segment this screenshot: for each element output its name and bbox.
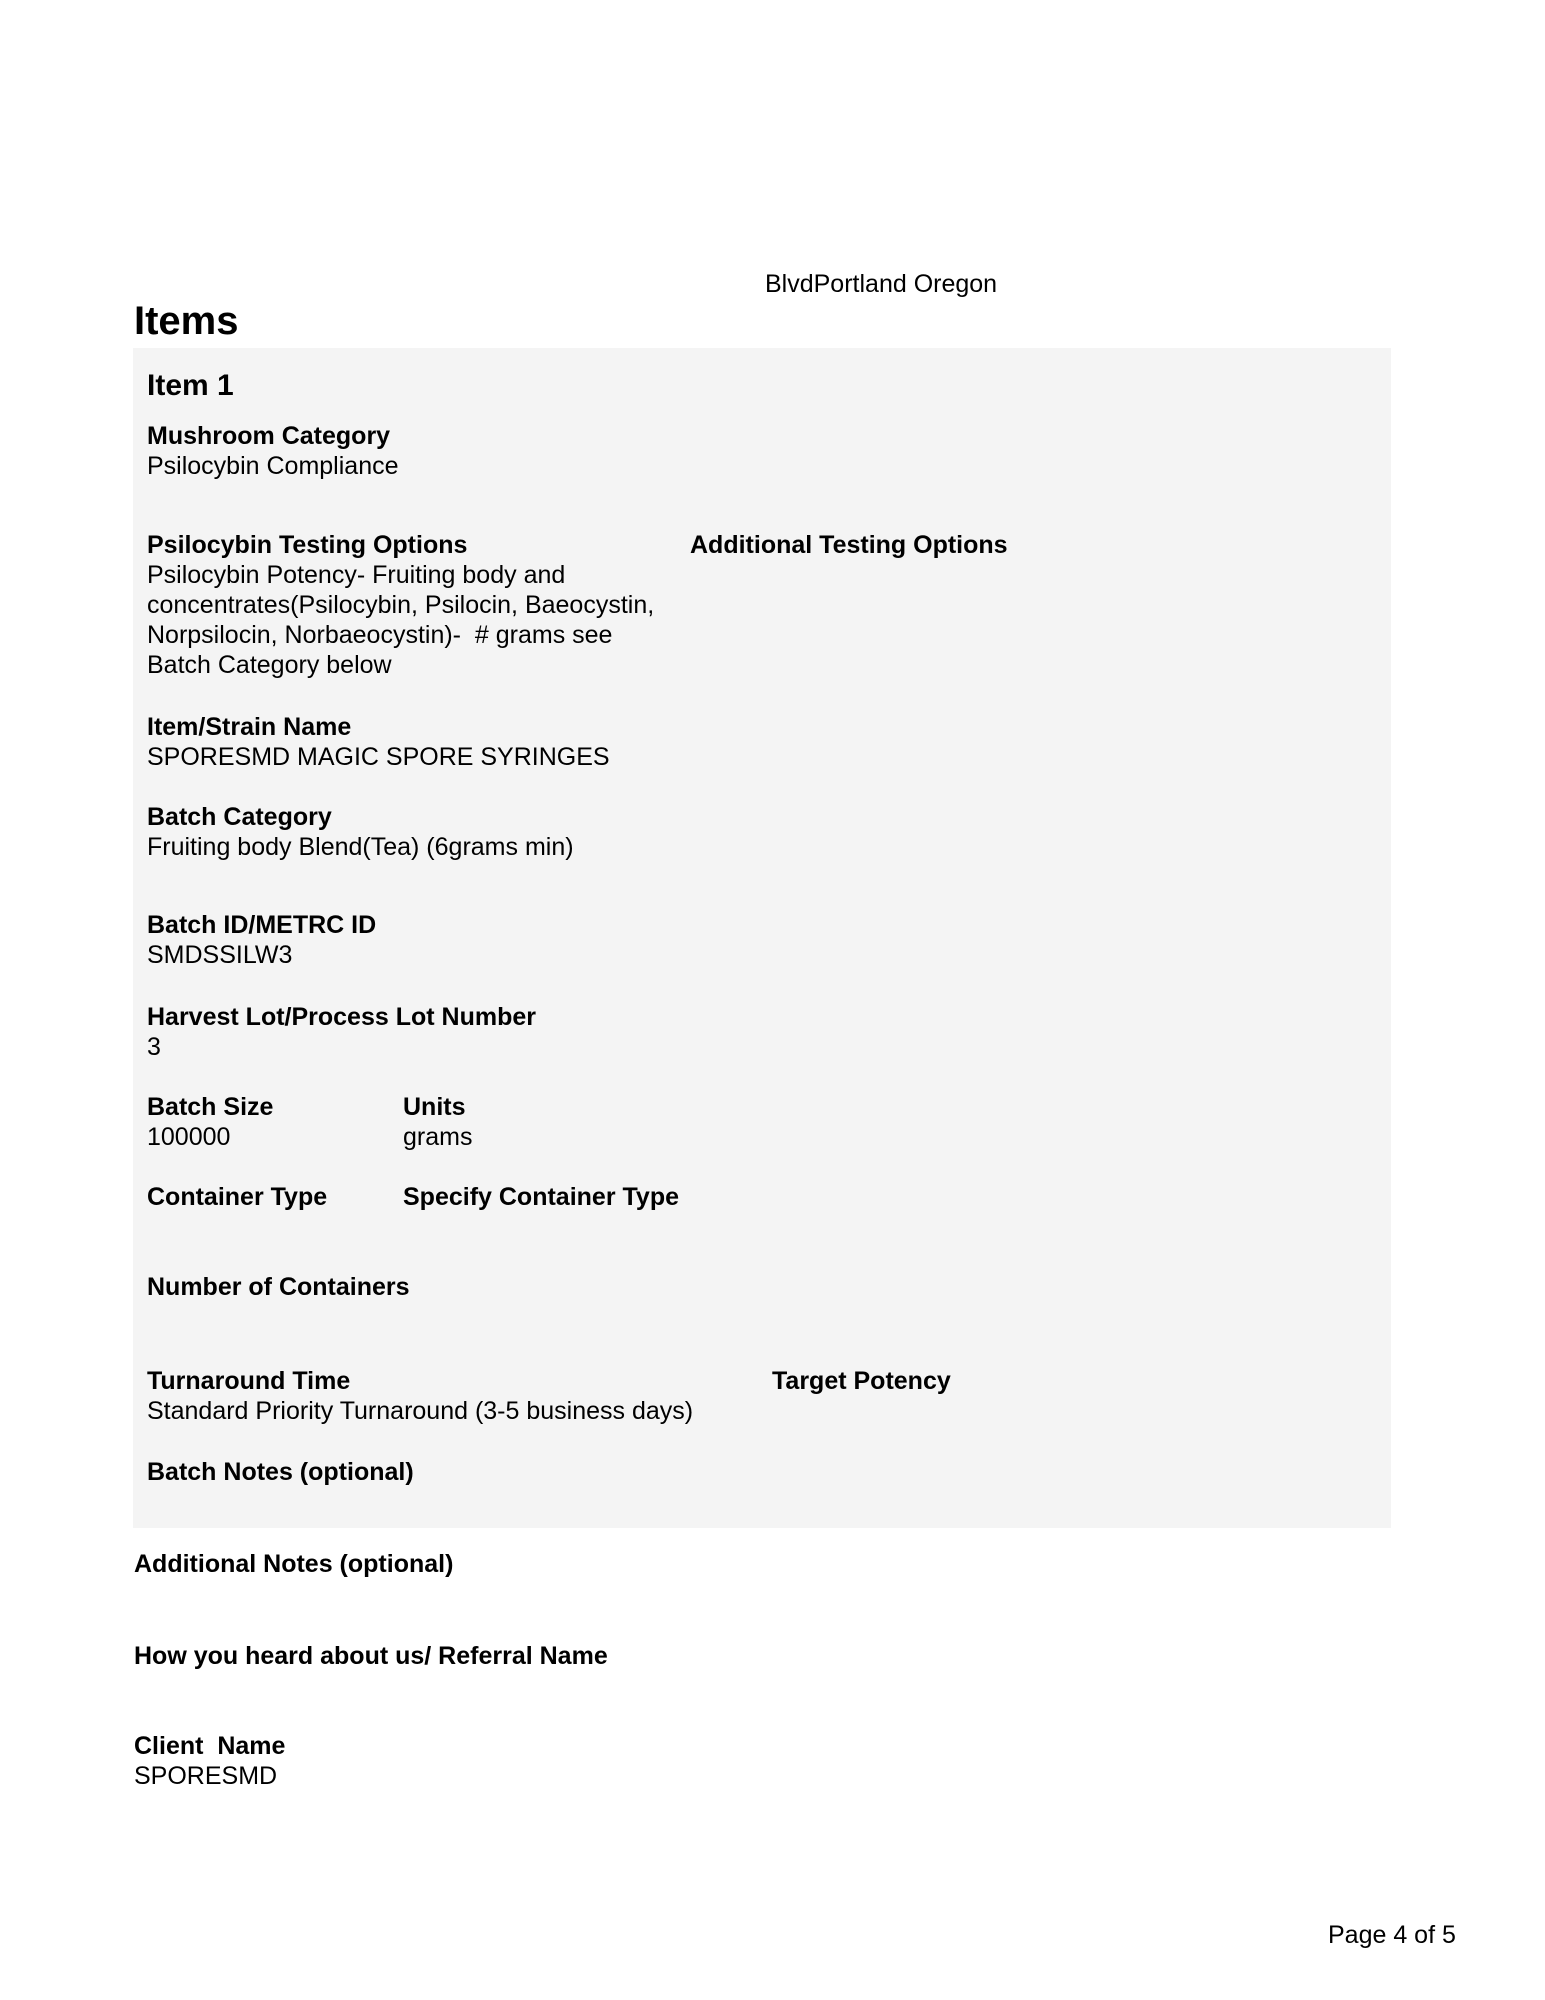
field-batch-size [147, 1092, 387, 1152]
referral-label: How you heard about us/ Referral Name [134, 1642, 608, 1670]
field-container-type [147, 1182, 387, 1212]
item-strain-name-value: SPORESMD MAGIC SPORE SYRINGES [147, 743, 610, 771]
harvest-lot-value: 3 [147, 1033, 161, 1061]
turnaround-time-label: Turnaround Time [147, 1367, 351, 1395]
batch-size-value: 100000 [147, 1123, 231, 1151]
field-batch-category [147, 802, 787, 862]
batch-category-value: Fruiting body Blend(Tea) (6grams min) [147, 833, 574, 861]
units-value: grams [403, 1123, 473, 1151]
number-of-containers-label: Number of Containers [147, 1273, 410, 1301]
field-mushroom-category [147, 421, 747, 481]
field-additional-notes [134, 1549, 834, 1579]
field-referral [134, 1641, 834, 1671]
batch-notes-label: Batch Notes (optional) [147, 1458, 414, 1486]
field-turnaround-time [147, 1366, 747, 1426]
field-client-name [134, 1731, 634, 1791]
field-additional-testing-options [690, 530, 1330, 560]
page-number-indicator: Page 4 of 5 [1328, 1921, 1456, 1949]
item-strain-name-label: Item/Strain Name [147, 713, 352, 741]
units-label: Units [403, 1093, 466, 1121]
psilocybin-testing-options-value: Psilocybin Potency- Fruiting body and concentrates(Psilocybin, Psilocin, Baeocystin, Norpsilocin, Norbaeocystin)- # grams see Batch Category below [147, 561, 662, 679]
batch-id-metrc-id-value: SMDSSILW3 [147, 941, 293, 969]
field-harvest-lot-process-lot-number [147, 1002, 787, 1062]
additional-testing-options-label: Additional Testing Options [690, 531, 1008, 559]
mushroom-category-value: Psilocybin Compliance [147, 452, 399, 480]
turnaround-time-value: Standard Priority Turnaround (3-5 business days) [147, 1397, 694, 1425]
client-name-value: SPORESMD [134, 1762, 278, 1790]
psilocybin-testing-options-label: Psilocybin Testing Options [147, 531, 468, 559]
field-specify-container-type [403, 1182, 783, 1212]
field-number-of-containers [147, 1272, 547, 1302]
field-psilocybin-testing-options [147, 530, 667, 680]
field-target-potency [772, 1366, 1172, 1396]
mushroom-category-label: Mushroom Category [147, 422, 391, 450]
field-units [403, 1092, 683, 1152]
field-batch-notes [147, 1457, 647, 1487]
item-1-panel [133, 348, 1391, 1528]
harvest-lot-label: Harvest Lot/Process Lot Number [147, 1003, 536, 1031]
batch-size-label: Batch Size [147, 1093, 274, 1121]
address-line-1: BlvdPortland Oregon [765, 270, 998, 298]
target-potency-label: Target Potency [772, 1367, 951, 1395]
items-section-heading: Items [134, 299, 239, 343]
field-batch-id-metrc-id [147, 910, 787, 970]
container-type-label: Container Type [147, 1183, 328, 1211]
item-1-title: Item 1 [147, 369, 234, 402]
batch-category-label: Batch Category [147, 803, 332, 831]
additional-notes-label: Additional Notes (optional) [134, 1550, 454, 1578]
client-name-label: Client Name [134, 1732, 286, 1760]
field-item-strain-name [147, 712, 787, 772]
batch-id-metrc-id-label: Batch ID/METRC ID [147, 911, 377, 939]
specify-container-type-label: Specify Container Type [403, 1183, 679, 1211]
